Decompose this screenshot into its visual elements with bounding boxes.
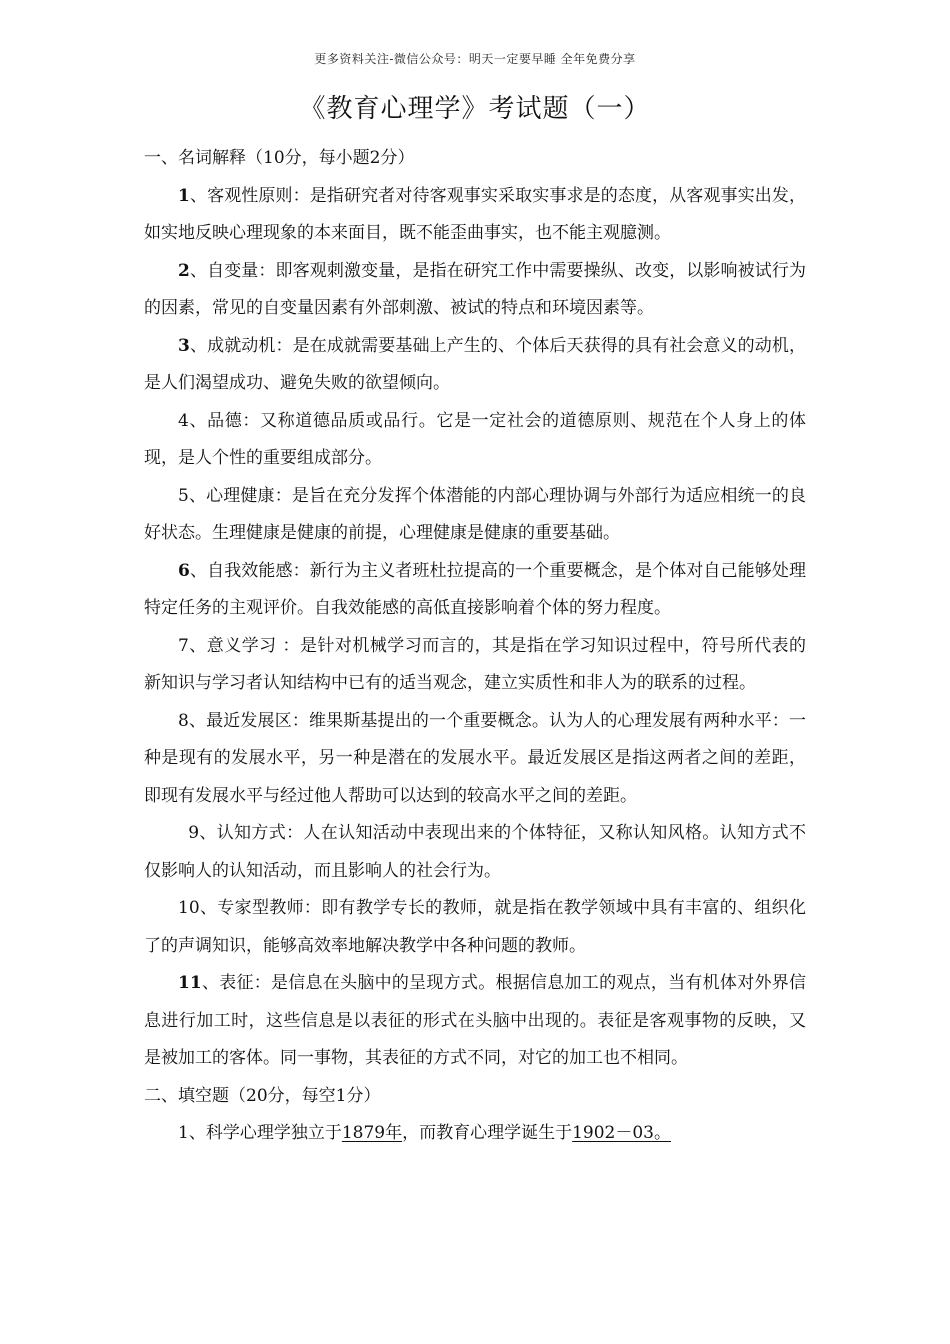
item-text: 、意义学习 ：是针对机械学习而言的，其是指在学习知识过程中，符号所代表的新知识与学习者认知结构中已有的适当观念，建立实质性和非人为的联系的过程。 xyxy=(144,635,806,693)
item-text: 、表征：是信息在头脑中的呈现方式。根据信息加工的观点，当有机体对外界信息进行加工时，这些信息是以表征的形式在头脑中出现的。表征是客观事物的反映，又是被加工的客体。同一事物，其表征的方式不同，对它的加工也不相同。 xyxy=(144,973,806,1068)
question-middle: ，而教育心理学诞生于 xyxy=(402,1123,573,1143)
item-number: 2 xyxy=(178,260,190,281)
answer-blank: 1879年 xyxy=(341,1123,403,1143)
item-text: 、认知方式：人在认知活动中表现出来的个体特征，又称认知风格。认知方式不仅影响人的认知活动，而且影响人的社会行为。 xyxy=(144,823,806,881)
item-text: 、自变量：即客观刺激变量，是指在研究工作中需要操纵、改变，以影响被试行为的因素，常见的自变量因素有外部刺激、被试的特点和环境因素等。 xyxy=(144,260,806,318)
term-item xyxy=(144,328,806,403)
item-number: 6 xyxy=(178,560,190,581)
term-item xyxy=(144,703,806,816)
section-heading-terms: 一、名词解释（10分，每小题2分） xyxy=(144,148,415,168)
item-number: 1 xyxy=(178,185,190,206)
item-text: 、专家型教师：即有教学专长的教师，就是指在教学领域中具有丰富的、组织化了的声调知识，能够高效率地解决教学中各种问题的教师。 xyxy=(144,898,806,956)
term-item xyxy=(144,178,806,253)
term-item xyxy=(144,890,806,965)
term-item xyxy=(144,403,806,478)
term-item xyxy=(144,628,806,703)
term-item xyxy=(144,965,806,1078)
answer-blank: 1902－03。 xyxy=(572,1123,671,1143)
document-title: 《教育心理学》考试题（一） xyxy=(299,94,651,124)
item-text: 、自我效能感：新行为主义者班杜拉提高的一个重要概念，是个体对自己能够处理特定任务的主观评价。自我效能感的高低直接影响着个体的努力程度。 xyxy=(144,560,806,618)
question-prefix: 1、科学心理学独立于 xyxy=(178,1123,342,1143)
item-number: 11 xyxy=(178,973,202,993)
term-item xyxy=(144,553,806,628)
fill-in-question xyxy=(144,1115,806,1153)
item-number: 5 xyxy=(178,485,189,506)
item-text: 、品德：又称道德品质或品行。它是一定社会的道德原则、规范在个人身上的体现，是人个性的重要组成部分。 xyxy=(144,410,806,468)
section-heading-fill-in: 二、填空题（20分，每空1分） xyxy=(144,1085,381,1106)
term-item xyxy=(144,815,806,890)
item-text: 、最近发展区：维果斯基提出的一个重要概念。认为人的心理发展有两种水平：一种是现有的发展水平，另一种是潜在的发展水平。最近发展区是指这两者之间的差距，即现有发展水平与经过他人帮助可以达到的较高水平之间的差距。 xyxy=(144,710,806,806)
term-item xyxy=(144,253,806,328)
header-note: 更多资料关注-微信公众号：明天一定要早睡 全年免费分享 xyxy=(314,52,636,66)
item-number: 8 xyxy=(178,710,189,731)
item-number: 4 xyxy=(178,410,189,431)
term-item xyxy=(144,478,806,553)
item-text: 、客观性原则：是指研究者对待客观事实采取实事求是的态度，从客观事实出发，如实地反映心理现象的本来面目，既不能歪曲事实，也不能主观臆测。 xyxy=(144,185,806,243)
item-number: 7 xyxy=(178,635,189,656)
item-number: 10 xyxy=(178,898,200,918)
item-number: 3 xyxy=(178,335,190,356)
item-text: 、成就动机：是在成就需要基础上产生的、个体后天获得的具有社会意义的动机，是人们渴望成功、避免失败的欲望倾向。 xyxy=(144,335,806,393)
document-body xyxy=(144,140,806,1153)
item-number: 9 xyxy=(188,823,200,843)
item-text: 、心理健康：是旨在充分发挥个体潜能的内部心理协调与外部行为适应相统一的良好状态。生理健康是健康的前提，心理健康是健康的重要基础。 xyxy=(144,485,806,543)
